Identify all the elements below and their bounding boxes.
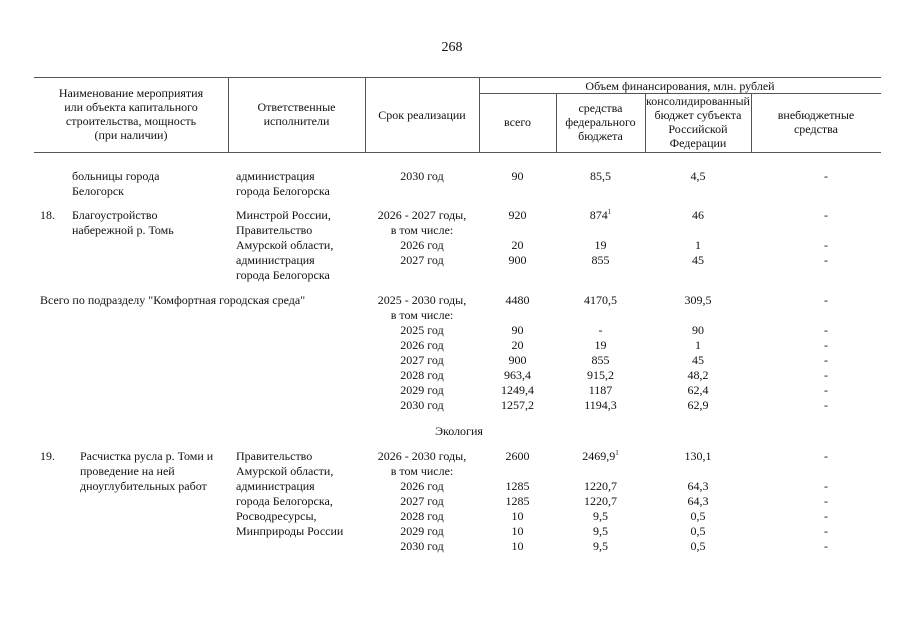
table-cell-total: 20 bbox=[511, 338, 524, 352]
header-funding-group: Объем финансирования, млн. рублей bbox=[585, 79, 775, 93]
table-cell-total: 1249,4 bbox=[501, 383, 534, 397]
table-cell-consolidated: 62,9 bbox=[687, 398, 709, 412]
table-cell-period: 2025 - 2030 годы, bbox=[377, 293, 467, 307]
table-cell-consolidated: 4,5 bbox=[690, 169, 706, 183]
table-cell-extrabudget: - bbox=[824, 353, 828, 367]
table-cell-extrabudget: - bbox=[824, 509, 828, 523]
table-cell-extrabudget: - bbox=[824, 539, 828, 553]
table-cell-period: 2027 год bbox=[400, 353, 444, 367]
table-cell-total: 10 bbox=[511, 524, 524, 538]
table-cell-federal: 1187 bbox=[588, 383, 613, 397]
table-cell-consolidated: 90 bbox=[692, 323, 704, 337]
table-cell-extrabudget: - bbox=[824, 169, 828, 183]
table-cell-total: 4480 bbox=[505, 293, 530, 307]
table-cell-federal: 1220,7 bbox=[584, 479, 617, 493]
table-cell-extrabudget: - bbox=[824, 398, 828, 412]
row19-name: Расчистка русла р. Томи и проведение на ней дноуглубительных работ bbox=[80, 449, 214, 493]
table-cell-extrabudget: - bbox=[824, 383, 828, 397]
table-cell-total: 10 bbox=[511, 539, 524, 553]
header-extrabudget: внебюджетные средства bbox=[777, 108, 855, 136]
row18-executors: Минстрой России, Правительство Амурской области, администрация города Белогорска bbox=[236, 208, 334, 282]
footnote-marker: 1 bbox=[615, 449, 619, 457]
table-cell-federal: 85,5 bbox=[590, 169, 611, 183]
table-cell-federal: 4170,5 bbox=[584, 293, 617, 307]
table-cell-total: 10 bbox=[511, 509, 524, 523]
table-cell-extrabudget: - bbox=[824, 338, 828, 352]
table-cell-extrabudget: - bbox=[824, 253, 828, 267]
table-cell-extrabudget: - bbox=[824, 479, 828, 493]
table-cell-extrabudget: - bbox=[824, 449, 828, 463]
table-cell-total: 900 bbox=[508, 353, 527, 367]
header-top-rule bbox=[34, 77, 881, 78]
table-cell-federal: 9,5 bbox=[593, 509, 608, 523]
table-cell-consolidated: 64,3 bbox=[687, 479, 709, 493]
table-cell-consolidated: 45 bbox=[692, 353, 704, 367]
header-bottom-rule bbox=[34, 152, 881, 153]
table-cell-period: 2030 год bbox=[400, 398, 444, 412]
header-consolidated: консолидированный бюджет субъекта Российской Федерации bbox=[646, 94, 750, 150]
table-cell-federal: $874^1$ bbox=[589, 208, 612, 222]
row-number: 19. bbox=[40, 449, 55, 463]
table-cell-federal: 915,2 bbox=[587, 368, 614, 382]
table-cell-extrabudget: - bbox=[824, 238, 828, 252]
table-cell-federal: 9,5 bbox=[593, 539, 608, 553]
table-cell-period: в том числе: bbox=[390, 308, 454, 322]
table-cell-consolidated: 0,5 bbox=[690, 524, 706, 538]
table-cell-consolidated: 0,5 bbox=[690, 509, 706, 523]
table-cell-consolidated: 0,5 bbox=[690, 539, 706, 553]
table-cell-period: 2030 год bbox=[400, 169, 444, 183]
table-cell-total: 90 bbox=[511, 323, 524, 337]
table-cell-period: 2030 год bbox=[400, 539, 444, 553]
table-cell-period: в том числе: bbox=[390, 464, 454, 478]
table-cell-consolidated: 130,1 bbox=[684, 449, 712, 463]
table-cell-total: 1285 bbox=[505, 479, 530, 493]
table-cell-federal: 2469,9$^1$ bbox=[582, 449, 619, 463]
table-cell-period: 2029 год bbox=[400, 383, 444, 397]
table-cell-federal: 9,5 bbox=[593, 524, 608, 538]
table-cell-consolidated: 62,4 bbox=[687, 383, 709, 397]
footnote-marker: 1 bbox=[607, 208, 612, 216]
table-cell-total: 90 bbox=[511, 169, 524, 183]
table-cell-extrabudget: - bbox=[824, 208, 828, 222]
table-cell-period: 2029 год bbox=[400, 524, 444, 538]
subtotal-label: Всего по подразделу "Комфортная городская среда" bbox=[40, 293, 306, 307]
table-cell-period: в том числе: bbox=[390, 223, 454, 237]
table-cell-consolidated: 64,3 bbox=[687, 494, 709, 508]
table-cell-total: 920 bbox=[508, 208, 527, 222]
table-cell-period: 2028 год bbox=[400, 509, 444, 523]
table-cell-federal: 1220,7 bbox=[584, 494, 617, 508]
table-cell-period: 2027 год bbox=[400, 494, 444, 508]
table-cell-federal: 855 bbox=[591, 353, 610, 367]
row18-name: Благоустройство набережной р. Томь bbox=[72, 208, 174, 237]
header-federal: средства федерального бюджета bbox=[565, 101, 636, 143]
table-cell-total: 1285 bbox=[505, 494, 530, 508]
table-cell-total: 20 bbox=[511, 238, 524, 252]
table-cell-period: 2026 - 2027 годы, bbox=[377, 208, 467, 222]
table-cell-consolidated: 45 bbox=[692, 253, 704, 267]
header-executors-column: Ответственные исполнители bbox=[257, 100, 336, 128]
table-cell-federal: 1194,3 bbox=[584, 398, 617, 412]
table-cell-consolidated: 46 bbox=[692, 208, 704, 222]
table-cell-total: 900 bbox=[508, 253, 527, 267]
section-title: Экология bbox=[435, 424, 483, 438]
table-cell-total: 963,4 bbox=[504, 368, 531, 382]
table-cell-period: 2026 год bbox=[400, 479, 444, 493]
header-name-column: Наименование мероприятия или объекта капитального строительства, мощность (при наличии) bbox=[58, 86, 204, 142]
table-cell-period: 2027 год bbox=[400, 253, 444, 267]
table-cell-extrabudget: - bbox=[824, 524, 828, 538]
row19-executors: Правительство Амурской области, администрация города Белогорска, Росводресурсы, Минприроды России bbox=[236, 449, 344, 538]
continued-row-executors: администрация города Белогорска bbox=[236, 169, 330, 198]
table-cell-period: 2026 год bbox=[400, 338, 444, 352]
table-cell-extrabudget: - bbox=[824, 323, 828, 337]
table-cell-period: 2028 год bbox=[400, 368, 444, 382]
header-total: всего bbox=[503, 115, 532, 129]
continued-row-name: больницы города Белогорск bbox=[72, 169, 160, 198]
table-cell-federal: 19 bbox=[594, 238, 607, 252]
row-number: 18. bbox=[40, 208, 55, 222]
table-cell-extrabudget: - bbox=[824, 494, 828, 508]
table-cell-federal: 855 bbox=[591, 253, 610, 267]
table-cell-consolidated: 1 bbox=[695, 338, 701, 352]
table-cell-consolidated: 1 bbox=[695, 238, 701, 252]
page-number: 268 bbox=[441, 40, 463, 55]
table-cell-period: 2025 год bbox=[400, 323, 444, 337]
table-cell-consolidated: 48,2 bbox=[687, 368, 709, 382]
header-period-column: Срок реализации bbox=[378, 108, 466, 122]
table-cell-total: 2600 bbox=[505, 449, 530, 463]
table-cell-consolidated: 309,5 bbox=[684, 293, 712, 307]
table-cell-extrabudget: - bbox=[824, 368, 828, 382]
table-cell-period: 2026 год bbox=[400, 238, 444, 252]
table-cell-total: 1257,2 bbox=[501, 398, 534, 412]
table-cell-period: 2026 - 2030 годы, bbox=[377, 449, 467, 463]
table-cell-extrabudget: - bbox=[824, 293, 828, 307]
table-cell-federal: 19 bbox=[594, 338, 607, 352]
table-cell-federal: - bbox=[598, 323, 603, 337]
